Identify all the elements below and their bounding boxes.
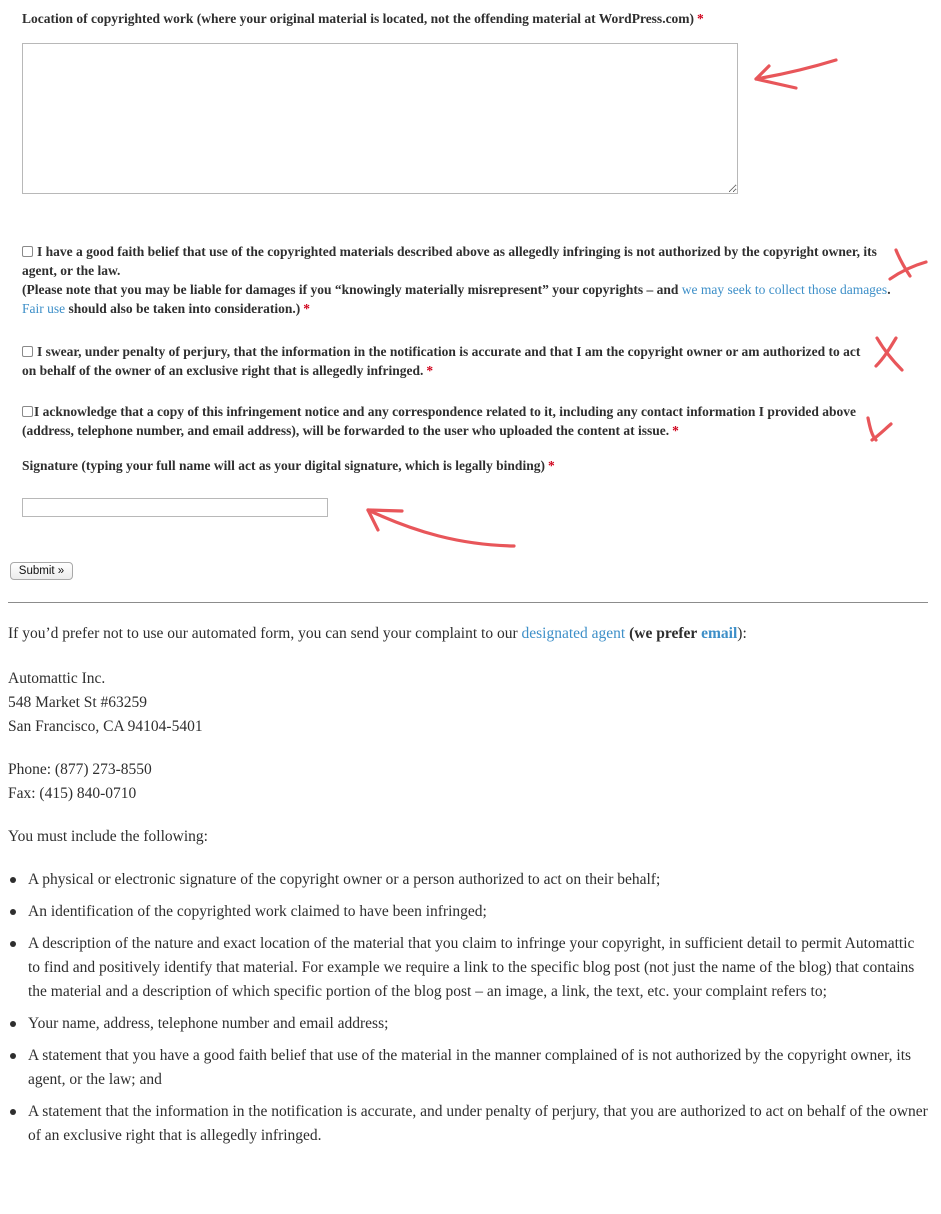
- acknowledge-text: I acknowledge that a copy of this infringement notice and any correspondence related to it, including any contact information I provided above (address, telephone number, and email address), will be forwarded to the user who uploaded the content at issue.: [22, 404, 857, 438]
- requirement-text: An identification of the copyrighted work claimed to have been infringed;: [28, 903, 487, 920]
- bullet-icon: [10, 1021, 16, 1027]
- designated-agent-link[interactable]: designated agent: [521, 625, 626, 642]
- phone-number: Phone: (877) 273-8550: [8, 761, 152, 778]
- list-item: [8, 1100, 928, 1148]
- must-include-heading: You must include the following:: [8, 828, 208, 845]
- x-mark-icon: [890, 250, 926, 279]
- list-item: [8, 868, 928, 892]
- intro-text: If you’d prefer not to use our automated form, you can send your complaint to our: [8, 625, 518, 642]
- contact-numbers: [8, 758, 152, 806]
- address-line: 548 Market St #63259: [8, 694, 148, 711]
- alt-contact-intro: [8, 622, 928, 646]
- damages-note-prefix: (Please note that you may be liable for damages if you “knowingly materially misrepresent” your copyrights – and: [22, 282, 679, 297]
- perjury-checkbox[interactable]: [22, 346, 33, 357]
- bullet-icon: [10, 877, 16, 883]
- bullet-icon: [10, 1053, 16, 1059]
- required-asterisk: *: [547, 458, 555, 473]
- requirements-list: [8, 868, 928, 1156]
- list-item: [8, 1012, 928, 1036]
- perjury-text: I swear, under penalty of perjury, that the information in the notification is accurate and that I am the copyright owner or am authorized to act on behalf of the owner of an exclusive right that is allegedly infringed.: [22, 344, 861, 378]
- arrow-icon: [756, 60, 836, 88]
- good-faith-text: I have a good faith belief that use of the copyrighted materials described above as allegedly infringing is not authorized by the copyright owner, its agent, or the law.: [22, 244, 877, 278]
- address-line: Automattic Inc.: [8, 670, 106, 687]
- location-textarea[interactable]: [22, 43, 738, 194]
- submit-button[interactable]: Submit »: [10, 562, 73, 580]
- mailing-address: [8, 667, 203, 739]
- address-line: San Francisco, CA 94104-5401: [8, 718, 203, 735]
- required-asterisk: *: [426, 363, 434, 378]
- acknowledge-checkbox[interactable]: [22, 406, 33, 417]
- requirement-text: A physical or electronic signature of the copyright owner or a person authorized to act on their behalf;: [28, 871, 661, 888]
- perjury-checkbox-row: [22, 342, 872, 380]
- required-asterisk: *: [303, 301, 311, 316]
- x-mark-icon: [876, 338, 902, 370]
- list-item: [8, 1044, 928, 1092]
- location-label-text: Location of copyrighted work (where your original material is located, not the offending material at WordPress.com): [22, 11, 695, 26]
- requirement-text: A statement that the information in the notification is accurate, and under penalty of perjury, that you are authorized to act on behalf of the owner of an exclusive right that is allegedly infringed.: [28, 1103, 928, 1144]
- bullet-icon: [10, 909, 16, 915]
- damages-link[interactable]: we may seek to collect those damages: [681, 282, 888, 297]
- email-link[interactable]: email: [701, 625, 738, 642]
- requirement-text: A description of the nature and exact location of the material that you claim to infringe your copyright, in sufficient detail to permit Automattic to find and positively identify that material. For example we require a link to the specific blog post (not just the name of the blog) that contains the material and a description of which specific portion of the blog post – an image, a link, the text, etc. your complaint refers to;: [28, 935, 915, 1000]
- list-item: [8, 932, 928, 1004]
- required-asterisk: *: [697, 11, 704, 26]
- requirement-text: Your name, address, telephone number and email address;: [28, 1015, 389, 1032]
- acknowledge-checkbox-row: [22, 402, 872, 440]
- period: .: [887, 282, 891, 297]
- requirement-text: A statement that you have a good faith belief that use of the material in the manner complained of is not authorized by the copyright owner, its agent, or the law; and: [28, 1047, 912, 1088]
- good-faith-checkbox[interactable]: [22, 246, 33, 257]
- prefer-suffix: ):: [737, 625, 747, 642]
- bullet-icon: [10, 1109, 16, 1115]
- signature-field-label: [22, 456, 902, 475]
- list-item: [8, 900, 928, 924]
- signature-input[interactable]: [22, 498, 328, 517]
- fair-use-link[interactable]: Fair use: [22, 301, 66, 316]
- arrow-icon: [368, 510, 514, 546]
- bullet-icon: [10, 941, 16, 947]
- signature-label-text: Signature (typing your full name will act as your digital signature, which is legally binding): [22, 458, 545, 473]
- location-field-label: [22, 9, 922, 28]
- divider: [8, 602, 928, 603]
- prefer-prefix: (we prefer: [629, 625, 698, 642]
- good-faith-checkbox-row: [22, 242, 892, 318]
- fax-number: Fax: (415) 840-0710: [8, 785, 137, 802]
- required-asterisk: *: [672, 423, 679, 438]
- damages-note-suffix: should also be taken into consideration.): [68, 301, 301, 316]
